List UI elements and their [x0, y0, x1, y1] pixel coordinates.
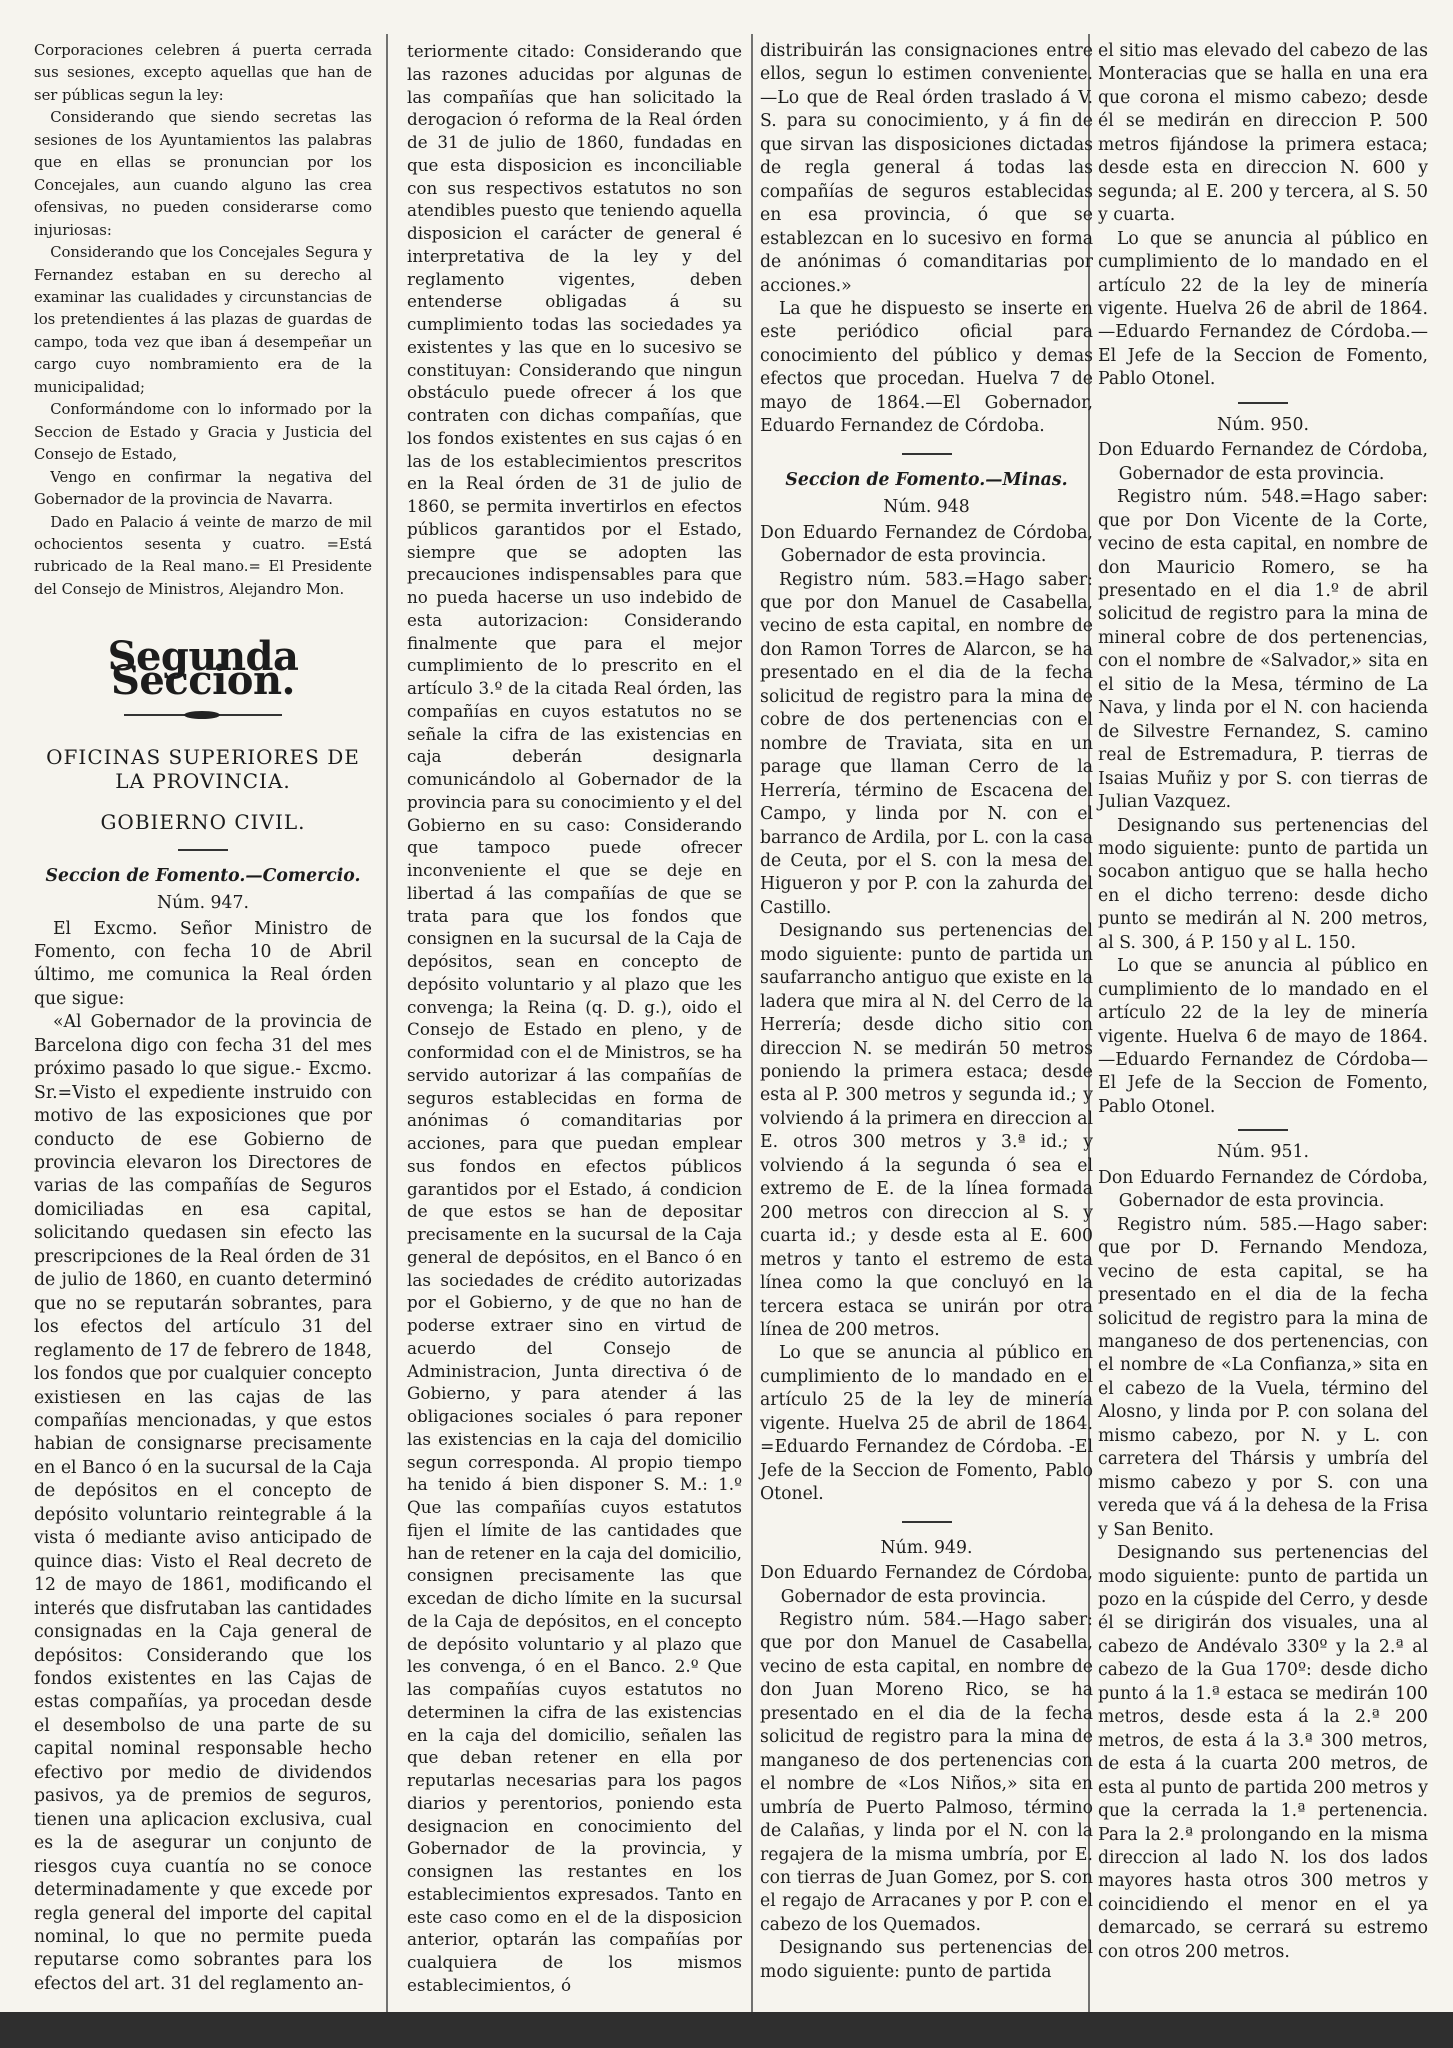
column-2 [407, 40, 742, 1997]
scan-edge-bar [0, 2012, 1453, 2048]
governor-line: Don Eduardo Fernandez de Córdoba, Gobernador de esta provincia. [1098, 1167, 1428, 1212]
divider [1238, 402, 1288, 404]
number-heading: Núm. 949. [880, 1537, 973, 1558]
paragraph: Lo que se anuncia al público en cumplimiento de lo mandado en el artículo 22 de la ley de minería vigente. Huelva 6 de mayo de 1864. —Eduardo Fernandez de Córdoba—El Jefe de la Seccion de Fomento, Pablo Otonel. [1098, 956, 1428, 1117]
paragraph: Designando sus pertenencias del modo siguiente: punto de partida un saufarrancho antiguo que existe en la ladera que mira al N. del Cerro de la Herrería; desde dicho sitio con direccion N. se medirán 50 metros poniendo la primera estaca; desde esta al P. 300 metros y segunda id.; y volviendo á la primera en direccion al E. otros 300 metros y 3.ª id.; y volviendo á la segunda ó sea el extremo de E. de la línea formada 200 metros con direccion al S. y cuarta id.; y desde esta al E. 600 metros y tanto el estremo de esta línea como la que concluyó en la tercera estaca se unirán por otra línea de 200 metros. [760, 921, 1093, 1341]
divider [178, 849, 228, 851]
paragraph: Dado en Palacio á veinte de marzo de mil ochocientos sesenta y cuatro. =Está rubricado de la Real mano.= El Presidente del Consejo de Ministros, Alejandro Mon. [34, 513, 372, 598]
offices-heading: OFICINAS SUPERIORES DE LA PROVINCIA. [46, 745, 360, 793]
number-heading: Núm. 950. [1217, 414, 1309, 435]
paragraph: Registro núm. 583.=Hago saber: que por don Manuel de Casabella, vecino de esta capital, en nombre de don Ramon Torres de Alarcon, se ha presentado en el dia de la fecha solicitud de registro para la mina de cobre de dos pertenencias con el nombre de Traviata, sita en un parage que llaman Cerro de la Herrería, término de Escacena del Campo, y linda por N. con el barranco de Ardila, por L. con la casa de Ceuta, por el S. con la mesa del Higueron y por P. con la zahurda del Castillo. [760, 569, 1093, 918]
number-heading: Núm. 951. [1217, 1142, 1309, 1163]
paragraph: Designando sus pertenencias del modo siguiente: punto de partida un pozo en la cúspide del Cerro, y desde él se dirigirán dos visuales, una al cabezo de Andévalo 330º y la 2.ª al cabezo de la Gua 170º: desde dicho punto á la 1.ª estaca se medirán 100 metros, desde esta á la 2.ª 200 metros, de esta á la 3.ª 300 metros, de esta á la cuarta 200 metros, de esta al punto de partida 200 metros y que la cerrada la 1.ª pertenencia. Para la 2.ª prolongando en la misma direccion al lado N. los dos lados mayores hasta otros 300 metros y coincidiendo el menor en el ya demarcado, se cerrará su estremo con otros 200 metros. [1098, 1543, 1428, 1962]
paragraph: Registro núm. 548.=Hago saber: que por Don Vicente de la Corte, vecino de esta capital, en nombre de don Mauricio Romero, se ha presentado en el dia 1.º de abril solicitud de registro para la mina de mineral cobre de dos pertenencias, con el nombre de «Salvador,» sita en el sitio de la Mesa, término de La Nava, y linda por el N. con hacienda de Silvestre Fernandez, S. camino real de Estremadura, P. tierras de Isaias Muñiz y por S. con tierras de Julian Vazquez. [1098, 487, 1428, 813]
column-1 [34, 40, 372, 1996]
paragraph: Registro núm. 585.—Hago saber: que por D. Fernando Mendoza, vecino de esta capital, se ha presentado en el dia de la fecha solicitud de registro para la mina de manganeso de dos pertenencias, con el nombre de «La Confianza,» sita en el cabezo de la Vuela, término del Alosno, y linda por P. con solana del mismo cabezo, por N. y L. con carretera del Thársis y umbría del mismo cabezo y por S. con una vereda que vá á la dehesa de la Frisa y San Benito. [1098, 1214, 1428, 1540]
ornament-divider [34, 710, 372, 720]
paragraph: La que he dispuesto se inserte en este periódico oficial para conocimiento del público y demas efectos que procedan. Huelva 7 de mayo de 1864.—El Gobernador, Eduardo Fernandez de Córdoba. [760, 298, 1093, 437]
paragraph: Lo que se anuncia al público en cumplimiento de lo mandado en el artículo 22 de la ley de minería vigente. Huelva 26 de abril de 1864.—Eduardo Fernandez de Córdoba.—El Jefe de la Seccion de Fomento, Pablo Otonel. [1098, 228, 1428, 390]
section-title: Segunda Seccion. [107, 633, 299, 704]
paragraph: Lo que se anuncia al público en cumplimiento de lo mandado en el artículo 25 de la ley de minería vigente. Huelva 25 de abril de 1864. =Eduardo Fernandez de Córdoba. -El Jefe de la Seccion de Fomento, Pablo Otonel. [760, 1343, 1093, 1505]
column-3 [760, 40, 1093, 1984]
paragraph: Designando sus pertenencias del modo siguiente: punto de partida [760, 1938, 1093, 1982]
paragraph: teriormente citado: Considerando que las razones aducidas por algunas de las compañías que han solicitado la derogacion ó reforma de la Real órden de 31 de julio de 1860, fundadas en que esta disposicion es inconciliable con sus respectivos estatutos no son atendibles puesto que teniendo aquella disposicion el carácter de general é interpretativa de la ley y del reglamento vigentes, deben entenderse obligadas á su cumplimiento todas las sociedades ya existentes y las que en lo sucesivo se constituyan: Considerando que ningun obstáculo puede ofrecer á los que contraten con dichas compañías, que los fondos existentes en sus cajas ó en las de los establecimientos prescritos en la Real órden de 31 de julio de 1860, se permita invertirlos en efectos públicos garantidos por el Estado, siempre que se adopten las precauciones indispensables para que no pueda hacerse un uso indebido de esta autorizacion: Considerando finalmente que para el mejor cumplimiento de lo prescrito en el artículo 3.º de la citada Real órden, las compañías en cuyos estatutos no se señale la cifra de las existencias en caja deberán designarla comunicándolo al Gobernador de la provincia para su conocimiento y el del Gobierno en su caso: Considerando que tampoco puede ofrecer inconveniente el que se deje en libertad á las compañías de que se trata para que los fondos que consignen en la sucursal de la Caja de depósitos, sean en concepto de depósito voluntario y al plazo que les convenga; la Reina (q. D. g.), oido el Consejo de Estado en pleno, y de conformidad con el de Ministros, se ha servido autorizar á las compañías de seguros establecidas en forma de anónimas ó comanditarias por acciones, para que puedan emplear sus fondos en efectos públicos garantidos por el Estado, á condicion de que estos se han de depositar precisamente en la sucursal de la Caja general de depósitos, en el Banco ó en las sociedades de crédito autorizadas por el Gobierno, y de que no han de poderse extraer sino en virtud de acuerdo del Consejo de Administracion, Junta directiva ó de Gobierno, y para atender á las obligaciones sociales ó para reponer las existencias en la caja del domicilio segun corresponda. Al propio tiempo ha tenido á bien disponer S. M.: 1.º Que las compañías cuyos estatutos fijen el límite de las cantidades que han de retener en la caja del domicilio, consignen precisamente las que excedan de dicho límite en la sucursal de la Caja de depósitos, en el concepto de depósito voluntario y al plazo que les convenga, ó en el Banco. 2.º Que las compañías cuyos estatutos no determinen la cifra de las existencias en la caja del domicilio, señalen las que deban retener en ella por reputarlas necesarias para los pagos diarios y perentorios, poniendo esta designacion en conocimiento del Gobernador de la provincia, y consignen las restantes en los establecimientos expresados. Tanto en este caso como en el de la disposicion anterior, optarán las compañías por cualquiera de los mismos establecimientos, ó [407, 41, 742, 1995]
paragraph: Vengo en confirmar la negativa del Gobernador de la provincia de Navarra. [34, 468, 372, 509]
paragraph: Corporaciones celebren á puerta cerrada sus sesiones, excepto aquellas que han de ser públicas segun la ley: [34, 42, 372, 104]
number-heading: Núm. 947. [157, 893, 249, 914]
divider [902, 1521, 952, 1523]
divider [902, 453, 952, 455]
divider [1238, 1129, 1288, 1131]
governor-line: Don Eduardo Fernandez de Córdoba, Gobernador de esta provincia. [760, 1563, 1093, 1607]
paragraph: El Excmo. Señor Ministro de Fomento, con fecha 10 de Abril último, me comunica la Real órden que sigue: [34, 918, 372, 1009]
number-heading: Núm. 948 [883, 497, 970, 518]
paragraph: el sitio mas elevado del cabezo de las Monteracias que se halla en una era que corona el mismo cabezo; desde él se medirán en direccion P. 500 metros fijándose la primera estaca; desde esta en direccion N. 600 y segunda; al E. 200 y tercera, al S. 50 y cuarta. [1098, 41, 1428, 226]
paragraph: Designando sus pertenencias del modo siguiente: punto de partida un socabon antiguo que se halla hecho en el dicho terreno: desde dicho punto se medirán al N. 200 metros, al S. 300, á P. 150 y al L. 150. [1098, 815, 1428, 953]
column-rule [751, 34, 753, 2024]
column-4 [1098, 40, 1428, 1964]
section-subheading: Seccion de Fomento.—Minas. [785, 469, 1068, 490]
paragraph: Conformándome con lo informado por la Seccion de Estado y Gracia y Justicia del Consejo de Estado, [34, 401, 372, 464]
gobierno-heading: GOBIERNO CIVIL. [100, 810, 306, 835]
governor-line: Don Eduardo Fernandez de Córdoba, Gobernador de esta provincia. [760, 522, 1093, 567]
paragraph: Considerando que siendo secretas las sesiones de los Ayuntamientos las palabras que en ellas se pronuncian por los Concejales, aun cuando alguno las crea ofensivas, no pueden considerarse como injuriosas: [34, 109, 372, 239]
section-subheading: Seccion de Fomento.—Comercio. [45, 865, 361, 886]
paragraph: Registro núm. 584.—Hago saber: que por don Manuel de Casabella, vecino de esta capital, en nombre de don Juan Moreno Rico, se ha presentado en el dia de la fecha solicitud de registro para la mina de manganeso de dos pertenencias con el nombre de «Los Niños,» sita en umbría de Puerto Palmoso, término de Calañas, y linda por el N. con la regajera de la misma umbría, por E. con tierras de Juan Gomez, por S. con el regajo de Arracanes y por P. con el cabezo de los Quemados. [760, 1610, 1093, 1935]
governor-line: Don Eduardo Fernandez de Córdoba, Gobernador de esta provincia. [1098, 440, 1428, 484]
paragraph: distribuirán las consignaciones entre ellos, segun lo estimen conveniente. —Lo que de Real órden traslado á V. S. para su conocimiento, y á fin de que sirvan las disposiciones dictadas de regla general á todas las compañías de seguros establecidas en esa provincia, ó que se establezcan en lo sucesivo en forma de anónimas ó comanditarias por acciones.» [760, 41, 1093, 296]
paragraph: Considerando que los Concejales Segura y Fernandez estaban en su derecho al examinar las cualidades y circunstancias de los pretendientes á las plazas de guardas de campo, toda vez que iban á desempeñar un cargo cuyo nombramiento era de la municipalidad; [34, 244, 372, 396]
paragraph: «Al Gobernador de la provincia de Barcelona digo con fecha 31 del mes próximo pasado lo que sigue.- Excmo. Sr.=Visto el expediente instruido con motivo de las exposiciones que por conducto de ese Gobierno de provincia elevaron los Directores de varias de las compañías de Seguros domiciliadas en esa capital, solicitando quedasen sin efecto las prescripciones de la Real órden de 31 de julio de 1860, en cuanto determinó que no se reputarán sobrantes, para los efectos del artículo 31 del reglamento de 17 de febrero de 1848, los fondos que por cualquier concepto existiesen en las cajas de las compañías mencionadas, y que estos habian de consignarse precisamente en el Banco ó en la sucursal de la Caja de depósitos en el concepto de depósito voluntario reintegrable á la vista ó mediante aviso anticipado de quince dias: Visto el Real decreto de 12 de mayo de 1861, modificando el interés que disfrutaban las cantidades consignadas en la Caja general de depósitos: Considerando que los fondos existentes en las Cajas de estas compañías, ya procedan desde el desembolso de una parte de su capital nominal responsable hecho efectivo por medio de dividendos pasivos, ya de premios de seguros, tienen una aplicacion exclusiva, cual es la de asegurar un conjunto de riesgos cuya cuantía no se conoce determinadamente y que excede por regla general del importe del capital nominal, lo que no permite pueda reputarse como sobrantes para los efectos del art. 31 del reglamento an- [34, 1012, 372, 1994]
column-rule [386, 34, 388, 2024]
